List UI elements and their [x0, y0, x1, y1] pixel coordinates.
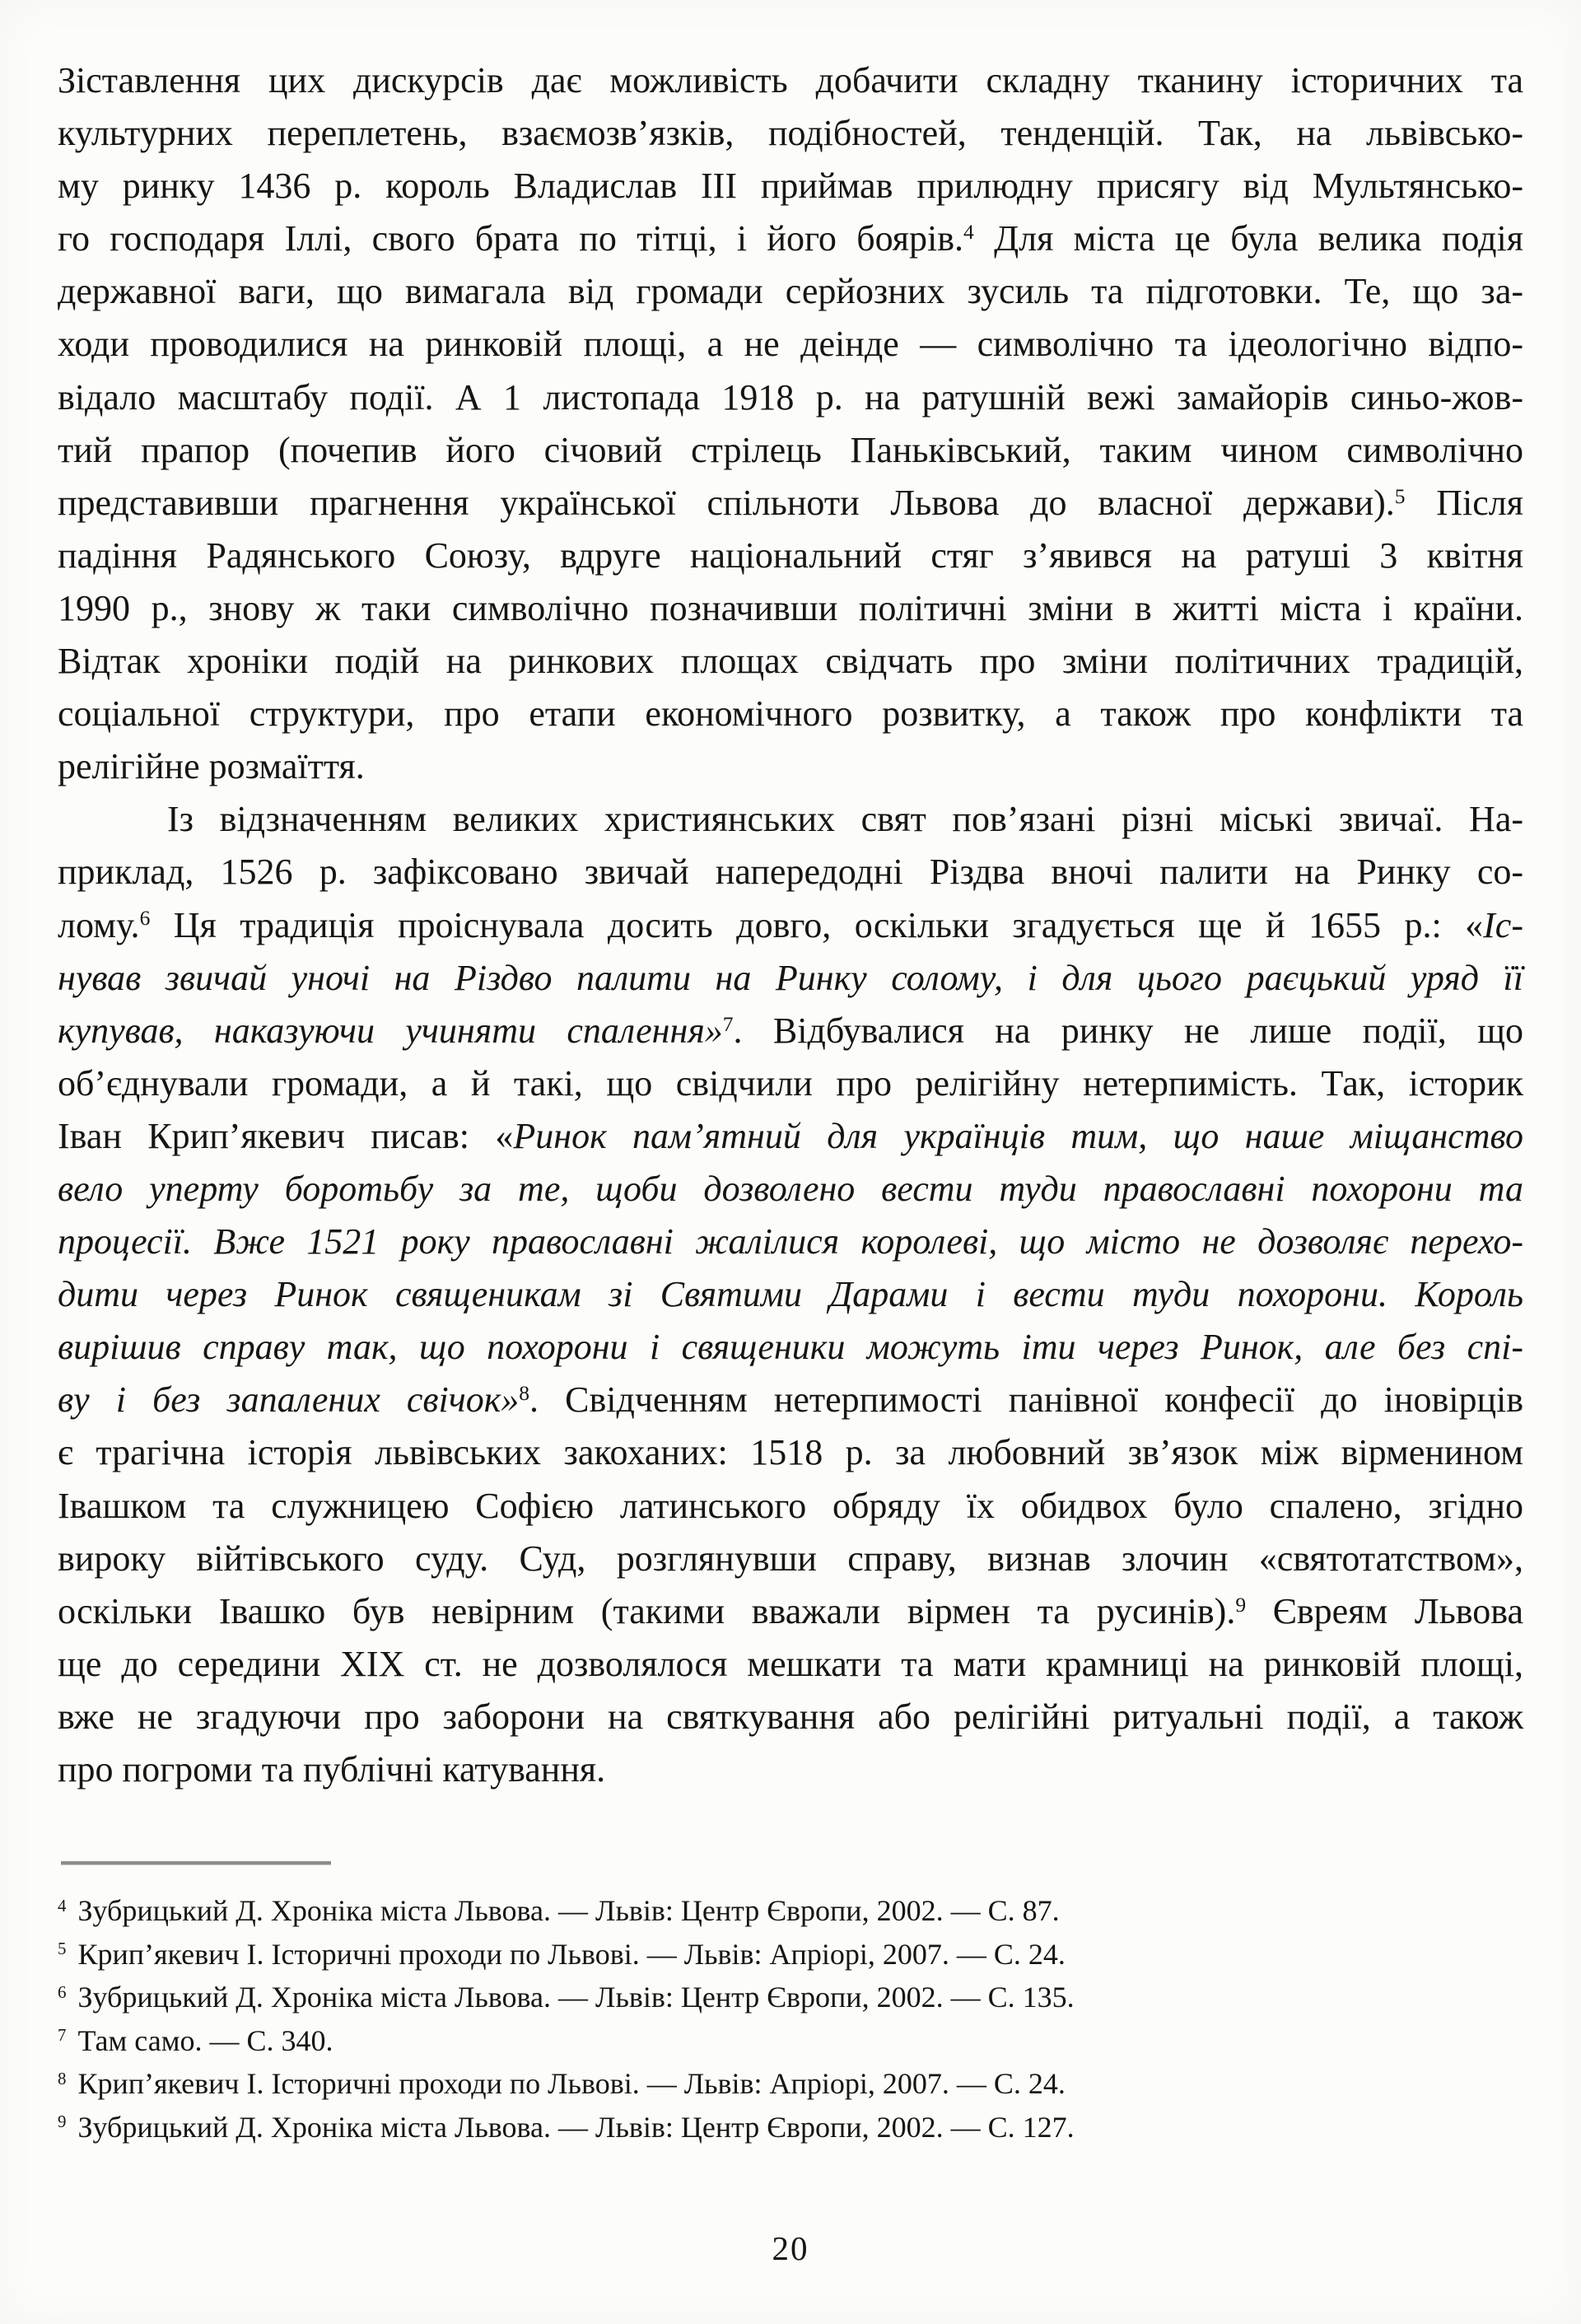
- text-segment: падіння Радянського Союзу, вдруге національний стяг з’явився на ратуші 3 квітня: [58, 534, 1523, 576]
- text-segment: Ринок пам’ятний для українців тим, що наше міщанство: [513, 1115, 1523, 1156]
- text-line: [58, 1743, 1523, 1796]
- text-line: [58, 1480, 1523, 1533]
- footnote-text: Зубрицький Д. Хроніка міста Львова. — Львів: Центр Європи, 2002. — С. 87.: [77, 1894, 1060, 1927]
- text-line: [58, 1005, 1523, 1057]
- text-line: [58, 740, 1523, 793]
- footnote: [58, 2062, 1532, 2106]
- text-line: [58, 635, 1523, 688]
- text-line: [58, 899, 1523, 952]
- footnote: [58, 1889, 1532, 1933]
- text-line: [58, 1216, 1523, 1268]
- text-line: [58, 265, 1523, 318]
- text-segment: Після: [1405, 482, 1523, 523]
- footnote-number: 6: [58, 1981, 67, 2002]
- text-segment: ву і без запалених свічок»: [58, 1379, 520, 1421]
- footnote: [58, 2019, 1532, 2063]
- text-segment: культурних переплетень, взаємозв’язків, подібностей, тенденцій. Так, на львівсько-: [58, 113, 1523, 154]
- text-segment: Іван Крип’якевич писав: «: [58, 1115, 514, 1156]
- footnote-number: 5: [58, 1939, 67, 1959]
- text-segment: ходи проводилися на ринковій площі, а не деінде — символічно та ідеологічно відпо-: [58, 324, 1523, 365]
- text-line: [58, 1533, 1523, 1585]
- text-line: [58, 1110, 1523, 1163]
- text-line: [58, 846, 1523, 898]
- text-segment: Відтак хроніки подій на ринкових площах свідчать про зміни політичних традицій,: [58, 641, 1523, 682]
- text-segment: об’єднували громади, а й такі, що свідчили про релігійну нетерпимість. Так, історик: [58, 1062, 1523, 1104]
- text-segment: державної ваги, що вимагала від громади серйозних зусиль та підготовки. Те, що за-: [58, 271, 1523, 312]
- text-segment: ще до середини XIX ст. не дозволялося мешкати та мати крамниці на ринковій площі,: [58, 1643, 1523, 1684]
- footnote: [58, 1976, 1532, 2019]
- text-line: [58, 1691, 1523, 1743]
- text-segment: про погроми та публічні катування.: [58, 1749, 606, 1790]
- text-segment: тий прапор (почепив його січовий стрілець Паньківський, таким чином символічно: [58, 429, 1523, 470]
- text-segment: є трагічна історія львівських закоханих: 1518 р. за любовний зв’язок між вірменином: [58, 1432, 1523, 1473]
- footnote: [58, 1933, 1532, 1976]
- text-line: [58, 1426, 1523, 1479]
- footnote-text: Там само. — С. 340.: [77, 2023, 333, 2057]
- text-segment: вело уперту боротьбу за те, щоби дозволено вести туди православні похорони та: [58, 1168, 1523, 1209]
- text-line: [58, 318, 1523, 371]
- text-segment: Для міста це була велика подія: [973, 218, 1523, 259]
- footnote-text: Зубрицький Д. Хроніка міста Львова. — Львів: Центр Європи, 2002. — С. 135.: [77, 1981, 1075, 2014]
- text-line: [58, 582, 1523, 635]
- text-segment: представивши прагнення української спільноти Львова до власної держави).: [58, 482, 1395, 523]
- text-segment: нував звичай уночі на Різдво палити на Ринку солому, і для цього раєцький уряд її: [58, 957, 1523, 998]
- text-segment: го господаря Іллі, свого брата по тітці, і його боярів.: [58, 218, 964, 259]
- text-line: [58, 1163, 1523, 1216]
- page-number: 20: [772, 2229, 809, 2267]
- text-line: [58, 477, 1523, 530]
- text-segment: соціальної структури, про етапи економічного розвитку, а також про конфлікти та: [58, 693, 1523, 735]
- footnote-number: 9: [58, 2112, 67, 2132]
- text-segment: оскільки Івашко був невірним (такими вважали вірмен та русинів).: [58, 1590, 1236, 1631]
- footnote-number: 8: [58, 2068, 67, 2088]
- text-line: [58, 1321, 1523, 1374]
- text-segment: вироку війтівського суду. Суд, розглянувши справу, визнав злочин «святотатством»,: [58, 1538, 1523, 1579]
- footnote-ref: 9: [1235, 1592, 1247, 1617]
- text-line: [58, 688, 1523, 740]
- footnote-text: Крип’якевич І. Історичні проходи по Львові. — Львів: Апріорі, 2007. — С. 24.: [77, 1937, 1066, 1971]
- footnote-separator: [61, 1861, 331, 1865]
- text-segment: . Відбувалися на ринку не лише події, що: [733, 1010, 1523, 1051]
- text-segment: Зіставлення цих дискурсів дає можливість добачити складну тканину історичних та: [58, 60, 1523, 100]
- text-line: [58, 1268, 1523, 1321]
- text-segment: вже не згадуючи про заборони на святкування або релігійні ритуальні події, а також: [58, 1696, 1523, 1737]
- footnote-text: Зубрицький Д. Хроніка міста Львова. — Львів: Центр Європи, 2002. — С. 127.: [77, 2110, 1075, 2144]
- text-segment: дити через Ринок священикам зі Святими Дарами і вести туди похорони. Король: [58, 1274, 1523, 1315]
- text-segment: 1990 р., знову ж таки символічно позначивши політичні зміни в житті міста і країни.: [58, 587, 1523, 628]
- text-segment: процесії. Вже 1521 року православні жалілися королеві, що місто не дозволяє перехо-: [58, 1221, 1523, 1262]
- footnote-number: 4: [58, 1895, 67, 1916]
- text-line: [58, 1585, 1523, 1638]
- footnote-ref: 8: [519, 1381, 530, 1406]
- text-line: [58, 371, 1523, 424]
- text-line: [58, 793, 1523, 846]
- footnote-number: 7: [58, 2025, 67, 2046]
- text-segment: Із відзначенням великих християнських свят пов’язані різні міські звичаї. На-: [167, 799, 1523, 840]
- text-segment: вирішив справу так, що похорони і священики можуть іти через Ринок, але без спі-: [58, 1327, 1523, 1368]
- text-segment: відало масштабу події. А 1 листопада 1918 р. на ратушній вежі замайорів синьо-жов-: [58, 376, 1523, 418]
- text-segment: Іс-: [1483, 904, 1523, 945]
- text-line: [58, 424, 1523, 477]
- footnote-ref: 6: [139, 906, 151, 931]
- body-text: [58, 54, 1523, 1796]
- footnote-ref: 7: [722, 1011, 734, 1036]
- text-line: [58, 107, 1523, 160]
- text-line: [58, 1374, 1523, 1426]
- text-line: [58, 160, 1523, 212]
- text-line: [58, 1057, 1523, 1110]
- footnote-ref: 5: [1394, 483, 1406, 508]
- text-line: [58, 54, 1523, 107]
- footnotes-section: [58, 1889, 1532, 2149]
- text-segment: . Свідченням нетерпимості панівної конфесії до іновірців: [529, 1379, 1523, 1421]
- text-line: [58, 952, 1523, 1005]
- text-segment: приклад, 1526 р. зафіксовано звичай напередодні Різдва вночі палити на Ринку со-: [58, 852, 1523, 893]
- text-segment: Євреям Львова: [1246, 1590, 1523, 1631]
- text-line: [58, 212, 1523, 265]
- footnote-ref: 4: [963, 220, 974, 245]
- text-segment: Івашком та служницею Софією латинського обряду їх обидвох було спалено, згідно: [58, 1485, 1523, 1526]
- footnote: [58, 2106, 1532, 2149]
- text-segment: купував, наказуючи учиняти спалення»: [58, 1010, 723, 1051]
- text-line: [58, 530, 1523, 582]
- text-segment: му ринку 1436 р. король Владислав ІІІ приймав прилюдну присягу від Мультянсько-: [58, 166, 1523, 207]
- text-segment: Ця традиція проіснувала досить довго, оскільки згадується ще й 1655 р.: «: [150, 904, 1484, 945]
- text-segment: лому.: [58, 904, 140, 945]
- text-segment: релігійне розмаїття.: [58, 746, 365, 787]
- text-line: [58, 1638, 1523, 1691]
- footnote-text: Крип’якевич І. Історичні проходи по Львові. — Львів: Апріорі, 2007. — С. 24.: [77, 2067, 1066, 2100]
